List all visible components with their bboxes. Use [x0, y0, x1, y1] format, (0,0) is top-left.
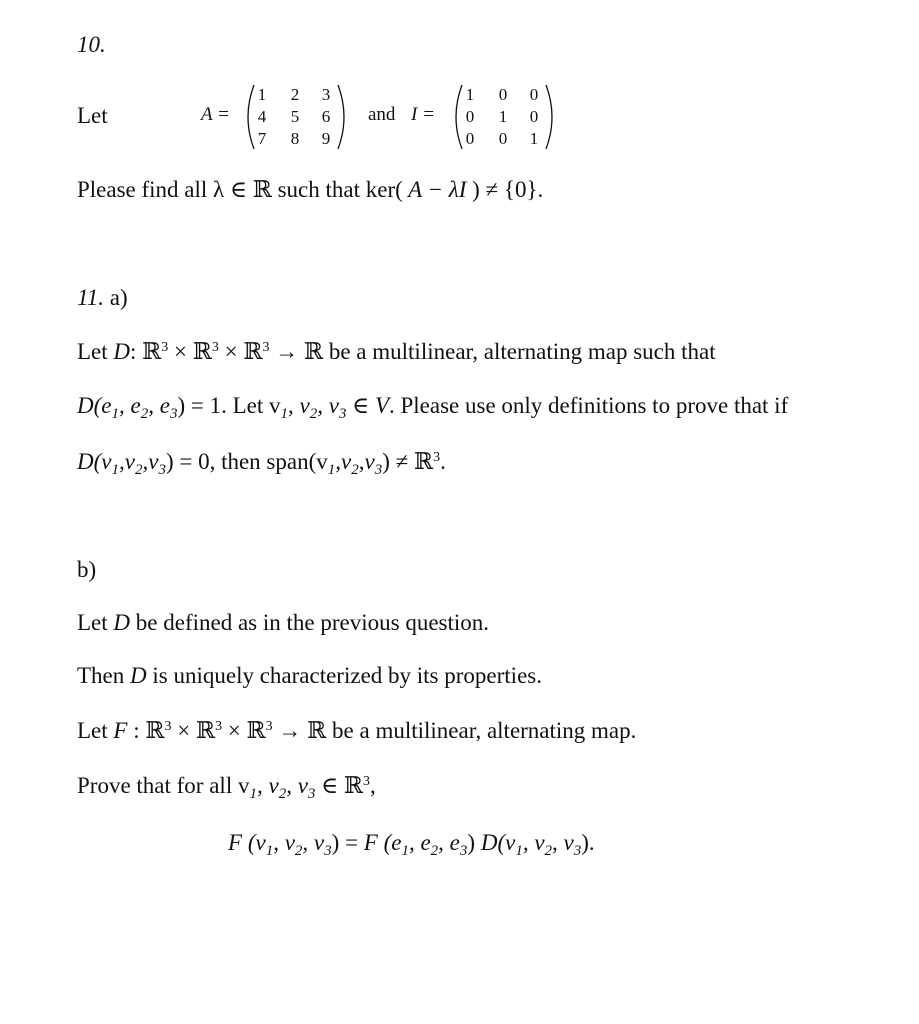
text: be defined as in the previous question. [130, 610, 490, 635]
text: 3 [169, 406, 178, 422]
text: , e [408, 830, 431, 855]
text: D [113, 610, 131, 635]
text: 1 [111, 462, 119, 478]
matrix-i-label: I = [411, 104, 435, 125]
let-label: Let [77, 103, 108, 128]
text: 3 [265, 719, 273, 734]
text: 3 [374, 462, 383, 478]
part-label: a) [104, 285, 128, 310]
text: . Please use only definitions to prove that if [389, 393, 789, 418]
text: 1 [249, 786, 257, 802]
text: : ℝ [127, 718, 165, 743]
problem-11b-equation [228, 829, 595, 860]
text: F [113, 718, 128, 743]
problem-11b-line4 [77, 772, 376, 803]
text: ) = 1. Let v [177, 393, 281, 418]
matrix-a-cell: 8 [290, 129, 300, 148]
text: , v [287, 393, 310, 418]
text: , e [119, 393, 141, 418]
matrix-i-cell: 0 [465, 107, 475, 126]
matrix-a [240, 82, 352, 152]
text: 3 [433, 450, 441, 465]
problem-11-number: 11. [77, 285, 105, 310]
text: . [440, 449, 446, 474]
text: D [77, 449, 94, 474]
task-math: A − λI [402, 177, 473, 202]
text: D [130, 663, 147, 688]
task-text: ) ≠ {0}. [472, 177, 544, 202]
text: × ℝ [222, 718, 266, 743]
matrix-a-cell: 6 [321, 107, 331, 126]
matrix-a-cell: 9 [321, 129, 331, 148]
matrix-i-cell: 1 [498, 107, 508, 126]
text: ) = [331, 830, 364, 855]
text: × ℝ [171, 718, 216, 743]
text: × ℝ [168, 339, 212, 364]
text: 3 [262, 340, 270, 355]
matrix-i-cell: 0 [529, 107, 539, 126]
text: , v [302, 830, 325, 855]
text: 2 [278, 786, 287, 802]
text: → ℝ be a multilinear, alternating map such that [269, 339, 716, 364]
matrix-i-cell: 1 [465, 85, 475, 104]
text: ,v [335, 449, 352, 474]
text: D [77, 393, 94, 418]
problem-10-task [77, 176, 543, 204]
text: 1 [280, 406, 288, 422]
text: ∈ ℝ [315, 773, 364, 798]
problem-11a-line3 [77, 448, 446, 479]
matrix-a-cell: 1 [257, 85, 267, 104]
text: , v [552, 830, 574, 855]
text: (v [242, 830, 266, 855]
problem-11a-heading [77, 284, 128, 312]
text: ) ≠ ℝ [382, 449, 434, 474]
problem-11a-line2 [77, 392, 788, 423]
text: 2 [309, 406, 318, 422]
text: (e [377, 830, 402, 855]
text: 2 [294, 843, 303, 859]
text: F [363, 830, 378, 855]
text: 1 [401, 843, 409, 859]
matrix-a-cell: 5 [290, 107, 300, 126]
matrix-a-cell: 3 [321, 85, 331, 104]
problem-11b-line2 [77, 662, 542, 690]
text: D [480, 830, 498, 855]
text: Let [77, 339, 114, 364]
text: V [374, 393, 389, 418]
text: , v [522, 830, 545, 855]
text: ∈ [346, 393, 375, 418]
text: 3 [338, 406, 347, 422]
text: , v [317, 393, 339, 418]
text: Then [77, 663, 131, 688]
text: 1 [327, 462, 336, 478]
text: 3 [211, 340, 219, 355]
text: (v [93, 449, 112, 474]
matrix-i [448, 82, 560, 152]
text: ,v [119, 449, 135, 474]
text: 2 [430, 843, 439, 859]
text: 3 [324, 843, 332, 859]
matrix-a-cell: 4 [257, 107, 267, 126]
problem-11a-line1 [77, 338, 716, 366]
matrix-i-cell: 0 [498, 129, 508, 148]
matrix-a-cell: 7 [257, 129, 267, 148]
text: , v [286, 773, 308, 798]
text: 2 [351, 462, 359, 478]
matrix-i-cell: 0 [529, 85, 539, 104]
text: 2 [544, 843, 553, 859]
text: ). [581, 830, 595, 855]
text: 3 [307, 786, 316, 802]
text: × ℝ [218, 339, 263, 364]
text: , [370, 773, 376, 798]
text: ) = 0, then span(v [165, 449, 328, 474]
text: 1 [111, 406, 119, 422]
problem-11b-heading: b) [77, 557, 97, 582]
text: (v [497, 830, 516, 855]
text: 3 [215, 719, 223, 734]
matrix-i-cell: 0 [465, 129, 475, 148]
problem-10-number: 10. [77, 32, 106, 57]
text: → ℝ be a multilinear, alternating map. [272, 718, 637, 743]
text: 3 [161, 340, 169, 355]
text: Prove that for all v [77, 773, 250, 798]
text: 3 [164, 719, 172, 734]
text: 3 [363, 774, 371, 789]
text: 3 [158, 462, 166, 478]
text: 3 [573, 843, 582, 859]
text: , v [256, 773, 279, 798]
matrix-i-cell: 1 [529, 129, 539, 148]
text: 1 [515, 843, 523, 859]
text: 3 [459, 843, 468, 859]
text: Let [77, 718, 114, 743]
problem-11b-line3 [77, 717, 636, 745]
text: , v [273, 830, 295, 855]
text: , e [438, 830, 460, 855]
text: 2 [140, 406, 149, 422]
text: ,v [142, 449, 159, 474]
problem-11b-line1 [77, 609, 489, 637]
text: ,v [358, 449, 375, 474]
matrix-a-label: A = [201, 104, 230, 125]
text: : ℝ [130, 339, 162, 364]
and-label: and [368, 104, 396, 125]
text: (e [93, 393, 112, 418]
text: Let [77, 610, 114, 635]
text: F [228, 830, 243, 855]
text: ) [467, 830, 481, 855]
text: 2 [134, 462, 143, 478]
text: D [113, 339, 131, 364]
matrix-a-cell: 2 [290, 85, 300, 104]
matrix-i-cell: 0 [498, 85, 508, 104]
text: 1 [265, 843, 274, 859]
task-text: Please find all λ ∈ ℝ such that ker( [77, 177, 403, 202]
text: is uniquely characterized by its properties. [146, 663, 542, 688]
text: , e [148, 393, 170, 418]
